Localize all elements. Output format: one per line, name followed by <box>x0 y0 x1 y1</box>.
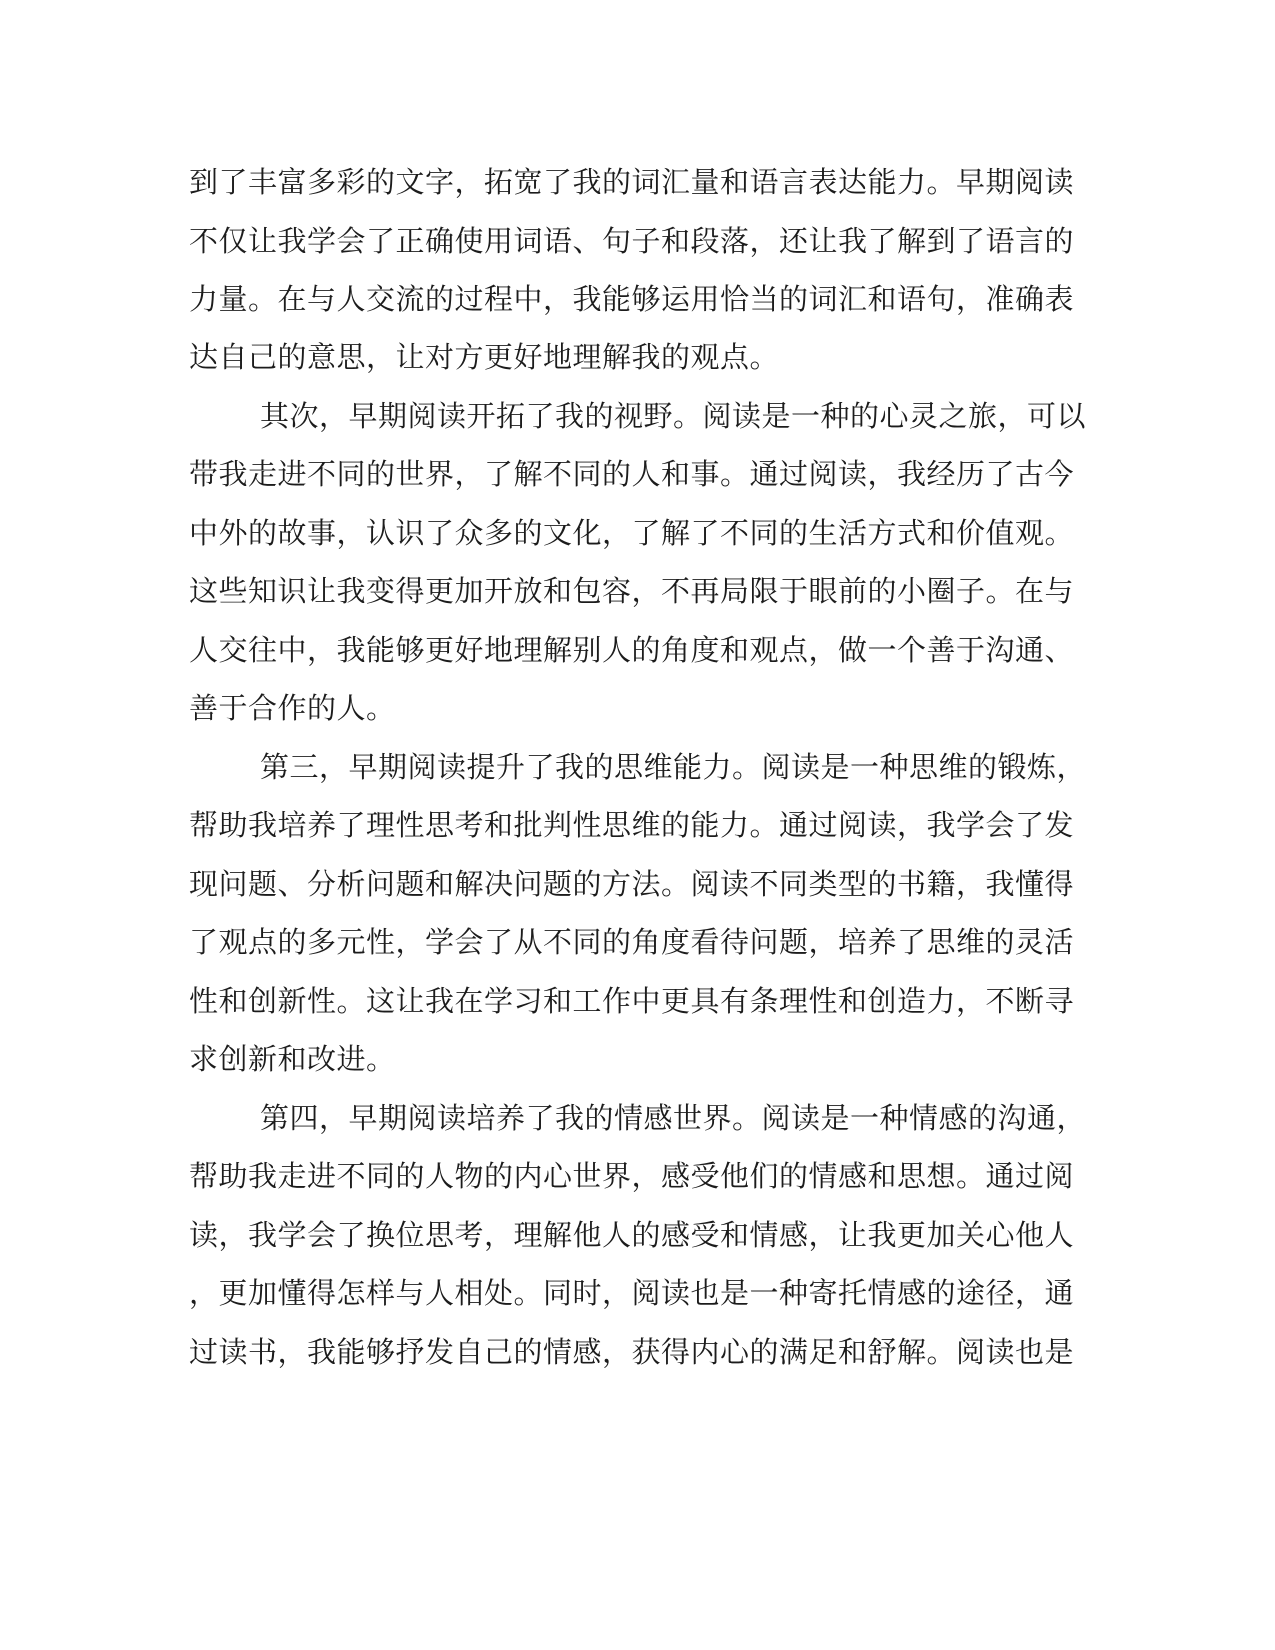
text-line: 力量。在与人交流的过程中，我能够运用恰当的词汇和语句，准确表 <box>189 282 1075 316</box>
text-line: 过读书，我能够抒发自己的情感，获得内心的满足和舒解。阅读也是 <box>189 1335 1075 1369</box>
text-line: 善于合作的人。 <box>189 691 396 725</box>
text-line: 求创新和改进。 <box>189 1042 396 1076</box>
text-line: ，更加懂得怎样与人相处。同时，阅读也是一种寄托情感的途径，通 <box>189 1276 1075 1310</box>
text-line: 了观点的多元性，学会了从不同的角度看待问题，培养了思维的灵活 <box>189 925 1075 959</box>
text-line: 帮助我培养了理性思考和批判性思维的能力。通过阅读，我学会了发 <box>189 808 1075 842</box>
paragraph-start-line: 第四，早期阅读培养了我的情感世界。阅读是一种情感的沟通， <box>260 1101 1087 1135</box>
text-line: 达自己的意思，让对方更好地理解我的观点。 <box>189 340 780 374</box>
text-line: 性和创新性。这让我在学习和工作中更具有条理性和创造力，不断寻 <box>189 984 1075 1018</box>
text-line: 读，我学会了换位思考，理解他人的感受和情感，让我更加关心他人 <box>189 1218 1075 1252</box>
text-line: 帮助我走进不同的人物的内心世界，感受他们的情感和思想。通过阅 <box>189 1159 1075 1193</box>
paragraph-start-line: 其次，早期阅读开拓了我的视野。阅读是一种的心灵之旅，可以 <box>260 399 1087 433</box>
paragraph-start-line: 第三，早期阅读提升了我的思维能力。阅读是一种思维的锻炼， <box>260 750 1087 784</box>
text-line: 带我走进不同的世界，了解不同的人和事。通过阅读，我经历了古今 <box>189 457 1075 491</box>
text-line: 现问题、分析问题和解决问题的方法。阅读不同类型的书籍，我懂得 <box>189 867 1075 901</box>
text-line: 不仅让我学会了正确使用词语、句子和段落，还让我了解到了语言的 <box>189 224 1075 258</box>
text-line: 中外的故事，认识了众多的文化，了解了不同的生活方式和价值观。 <box>189 516 1075 550</box>
text-line: 到了丰富多彩的文字，拓宽了我的词汇量和语言表达能力。早期阅读 <box>189 165 1075 199</box>
text-line: 这些知识让我变得更加开放和包容，不再局限于眼前的小圈子。在与 <box>189 574 1075 608</box>
text-line: 人交往中，我能够更好地理解别人的角度和观点，做一个善于沟通、 <box>189 633 1075 667</box>
